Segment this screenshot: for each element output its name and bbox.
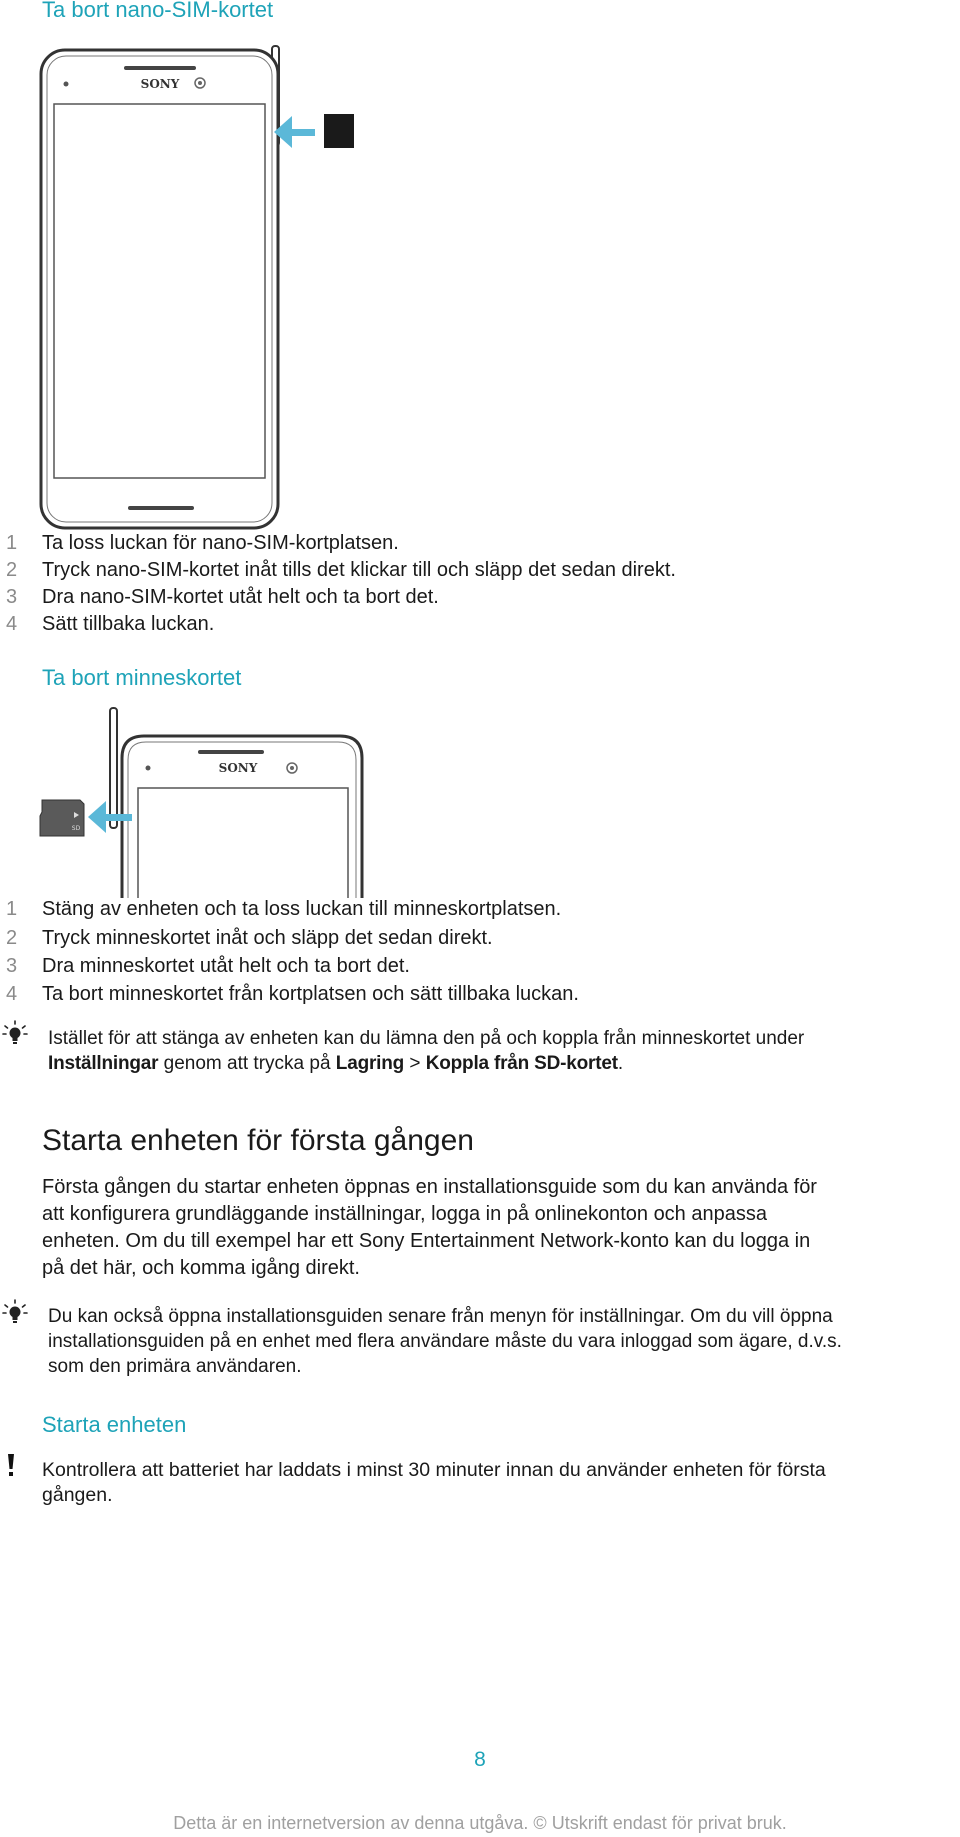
section-heading-remove-memory-card: Ta bort minneskortet [42,665,242,690]
exclamation-icon [4,1452,18,1478]
insert-arrow-icon [274,116,315,148]
step-number: 4 [6,613,18,635]
paragraph-line: Första gången du startar enheten öppnas en installationsguide som du kan använda för [42,1176,817,1198]
ui-term-settings: Inställningar [48,1053,159,1074]
step-number: 1 [6,898,18,920]
step-text: Dra minneskortet utåt helt och ta bort det. [42,955,410,977]
tip-unmount-card [48,1026,804,1076]
nano-sim-card [324,114,354,148]
section-heading-start-device: Starta enheten [42,1412,187,1437]
ui-term-storage: Lagring [335,1053,405,1074]
tip-text: Istället för att stänga av enheten kan du lämna den på och koppla från minneskortet under [48,1028,805,1049]
step-text: Ta loss luckan för nano-SIM-kortplatsen. [42,532,399,554]
battery-note [42,1458,826,1508]
step-text: Tryck nano-SIM-kortet inåt tills det klickar till och släpp det sedan direkt. [42,559,676,581]
tip-text-line2 [48,1051,804,1076]
sd-card-label: SD [71,825,81,832]
tip-setup-guide [48,1304,842,1379]
paragraph-line: enheten. Om du till exempel har ett Sony Entertainment Network-konto kan du logga in [42,1230,811,1252]
paragraph-line: att konfigurera grundläggande inställningar, logga in på onlinekonton och anpassa [42,1203,767,1225]
note-text: gången. [42,1484,113,1506]
step-number: 4 [6,983,18,1005]
lightbulb-icon [2,1020,28,1046]
phone-sim-illustration [36,44,376,534]
phone-memory-card-illustration [36,706,376,898]
step-number: 1 [6,532,18,554]
tip-text: Du kan också öppna installationsguiden senare från menyn för inställningar. Om du vill öppna [48,1306,833,1327]
section-heading-remove-sim: Ta bort nano-SIM-kortet [42,0,274,22]
phone-brand-logo: SONY [140,77,180,91]
step-text: Ta bort minneskortet från kortplatsen och sätt tillbaka luckan. [42,983,579,1005]
microsd-card [40,800,84,836]
footer-notice: Detta är en internetversion av denna utgåva. © Utskrift endast för privat bruk. [173,1813,787,1833]
note-text: Kontrollera att batteriet har laddats i minst 30 minuter innan du använder enheten för första [42,1459,826,1481]
page-number: 8 [474,1748,486,1771]
step-text: Sätt tillbaka luckan. [42,613,215,635]
first-start-paragraph [42,1174,817,1282]
step-text: Stäng av enheten och ta loss luckan till minneskortplatsen. [42,898,562,920]
step-number: 3 [6,955,18,977]
step-number: 2 [6,927,18,949]
step-text: Dra nano-SIM-kortet utåt helt och ta bort det. [42,586,439,608]
step-number: 2 [6,559,18,581]
section-heading-first-start: Starta enheten för första gången [42,1124,474,1157]
phone-brand-logo: SONY [218,761,258,775]
step-number: 3 [6,586,18,608]
lightbulb-icon [2,1299,28,1325]
tip-text: installationsguiden på en enhet med flera användare måste du vara inloggad som ägare, d.v.s. [48,1331,842,1352]
ui-term-unmount-sd: Koppla från SD-kortet [425,1053,618,1074]
paragraph-line: på det här, och komma igång direkt. [42,1257,360,1279]
tip-text: som den primära användaren. [48,1356,302,1377]
step-text: Tryck minneskortet inåt och släpp det sedan direkt. [42,927,493,949]
tip-separator: > [404,1053,426,1074]
tip-text: . [617,1053,624,1074]
tip-text: genom att trycka på [158,1053,336,1074]
